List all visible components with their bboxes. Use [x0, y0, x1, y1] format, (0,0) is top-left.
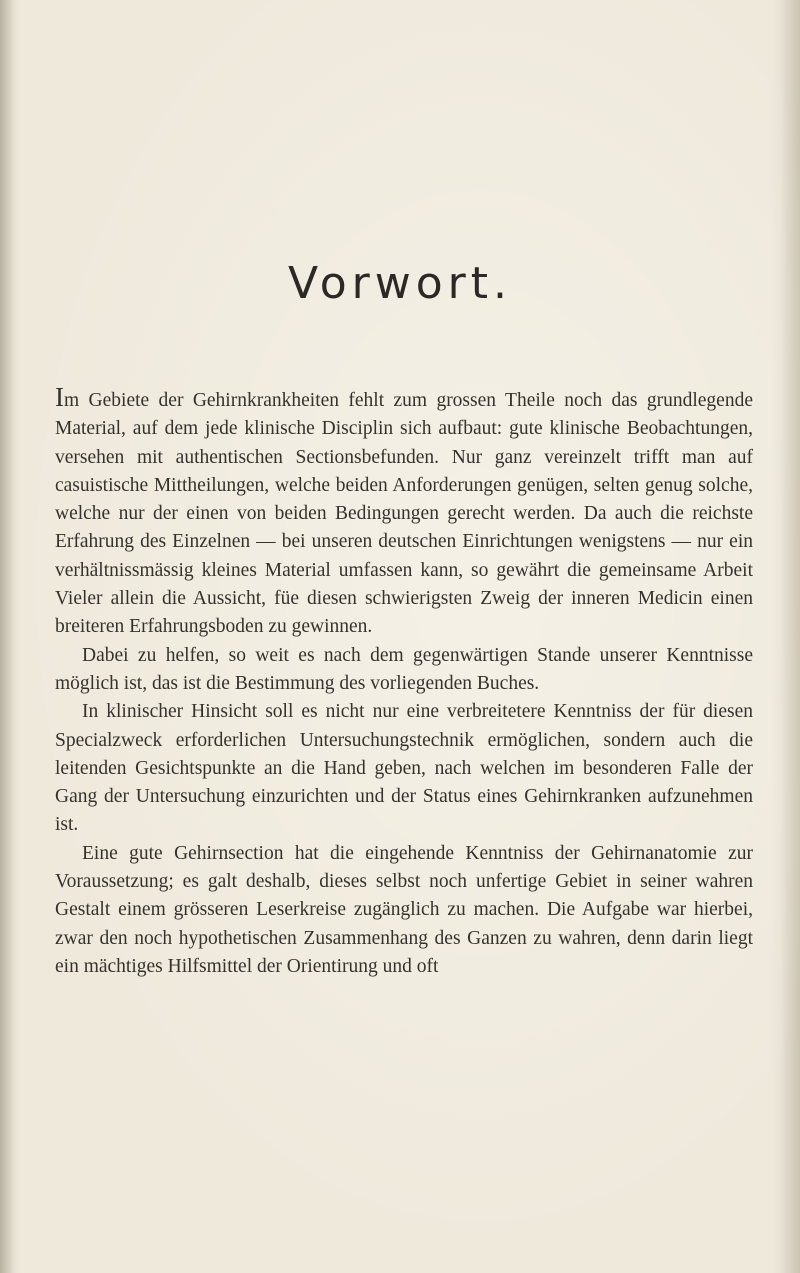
body-text	[55, 382, 753, 981]
paragraph-4: Eine gute Gehirnsection hat die eingehende Kenntniss der Gehirnanatomie zur Voraussetzung; es galt deshalb, dieses selbst noch unfertige Gebiet in seiner wahren Gestalt einem grösseren Leserkreise zugänglich zu machen. Die Aufgabe war hierbei, zwar den noch hypothetischen Zusammenhang des Ganzen zu wahren, denn darin liegt ein mächtiges Hilfsmittel der Orientirung und oft	[55, 842, 753, 977]
paragraph-3: In klinischer Hinsicht soll es nicht nur eine verbreitetere Kenntniss der für diesen Specialzweck erforderlichen Untersuchungstechnik ermöglichen, sondern auch die leitenden Gesichtspunkte an die Hand geben, nach welchen im besonderen Falle der Gang der Untersuchung einzurichten und der Status eines Gehirnkranken aufzunehmen ist.	[55, 701, 753, 836]
paragraph-1-text: m Gebiete der Gehirnkrankheiten fehlt zum grossen Theile noch das grundlegende Material, auf dem jede klinische Disciplin sich aufbaut: gute klinische Beobachtungen, versehen mit authentischen Sectionsbefunden. Nur ganz vereinzelt trifft man auf casuistische Mittheilungen, welche beiden Anforderungen genügen, selten genug solche, welche nur der einen von beiden Bedingungen gerecht werden. Da auch die reichste Erfahrung des Einzelnen — bei unseren deutschen Einrichtungen wenigstens — nur ein verhältnissmässig kleines Material umfassen kann, so gewährt die gemeinsame Arbeit Vieler allein die Aussicht, füe diesen schwierigsten Zweig der inneren Medicin einen breiteren Erfahrungsboden zu gewinnen.	[55, 390, 753, 638]
page-edge	[780, 0, 800, 1273]
spine-shadow	[0, 0, 14, 1273]
paragraph-2: Dabei zu helfen, so weit es nach dem gegenwärtigen Stande unserer Kenntnisse möglich ist, das ist die Bestimmung des vorliegenden Buches.	[55, 644, 753, 694]
page-title: Vorwort.	[288, 258, 512, 309]
drop-cap: I	[55, 382, 64, 412]
paragraph-1	[55, 382, 753, 642]
